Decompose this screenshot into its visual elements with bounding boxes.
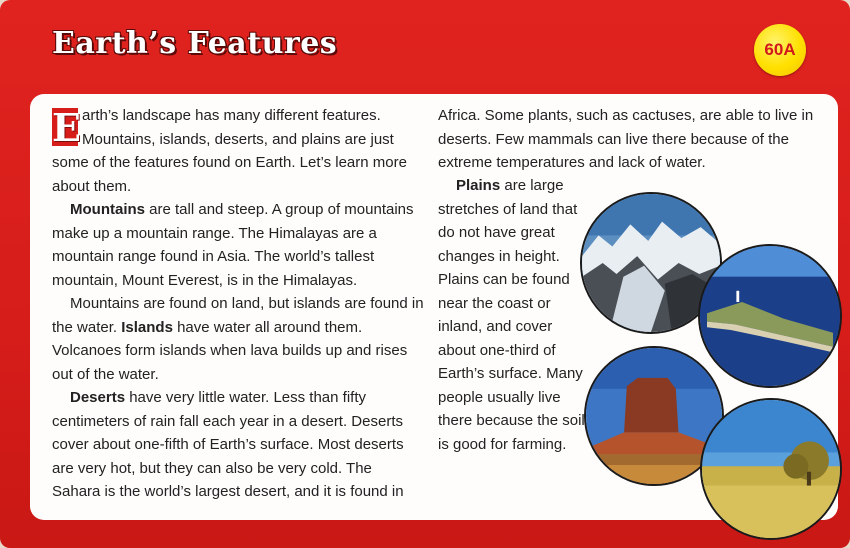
island-photo <box>698 244 842 388</box>
islands-paragraph <box>52 292 424 386</box>
intro-text: arth’s landscape has many different features. Mountains, islands, deserts, and plains are just some of the features found on Earth. Let’s learn more about them. <box>52 107 407 195</box>
plains-text: are large stretches of land that do not have great changes in height. Plains can be found near the coast or inland, and cover about one-third of Earth’s surface. Many people usually live there because the soil is good for farming. <box>438 177 585 453</box>
intro-paragraph <box>52 104 424 198</box>
plains-paragraph <box>438 174 588 456</box>
deserts-text: have very little water. Less than fifty centimeters of rain fall each year in a desert. Deserts cover about one-fifth of Earth’s surface. Most deserts are very hot, but they can also be very cold. The Sahara is the world’s largest desert, and it is found in <box>52 389 404 500</box>
left-column <box>52 104 424 504</box>
mountains-text: are tall and steep. A group of mountains make up a mountain range. The Himalayas are a mountain range found in Asia. The world’s tallest mountain, Mount Everest, is in the Himalayas. <box>52 201 414 289</box>
page-title: Earth’s Features <box>52 26 338 61</box>
plains-term: Plains <box>456 177 501 194</box>
deserts-term: Deserts <box>70 389 126 406</box>
islands-pre-text: Mountains are found on land, but islands are found in the water. <box>52 295 424 336</box>
right-column-top <box>438 104 818 175</box>
drop-cap: E <box>52 105 81 150</box>
mountains-paragraph <box>52 198 424 292</box>
islands-term: Islands <box>121 318 173 336</box>
plains-photo <box>700 398 842 540</box>
islands-text: have water all around them. Volcanoes form islands when lava builds up and rises out of the water. <box>52 318 408 383</box>
page-badge: 60A <box>754 24 806 76</box>
deserts-paragraph <box>52 386 424 504</box>
mountains-term: Mountains <box>70 201 145 218</box>
plains-column <box>438 174 588 456</box>
deserts-continued: Africa. Some plants, such as cactuses, are able to live in deserts. Few mammals can live there because of the extreme temperatures and lack of water. <box>438 107 814 171</box>
